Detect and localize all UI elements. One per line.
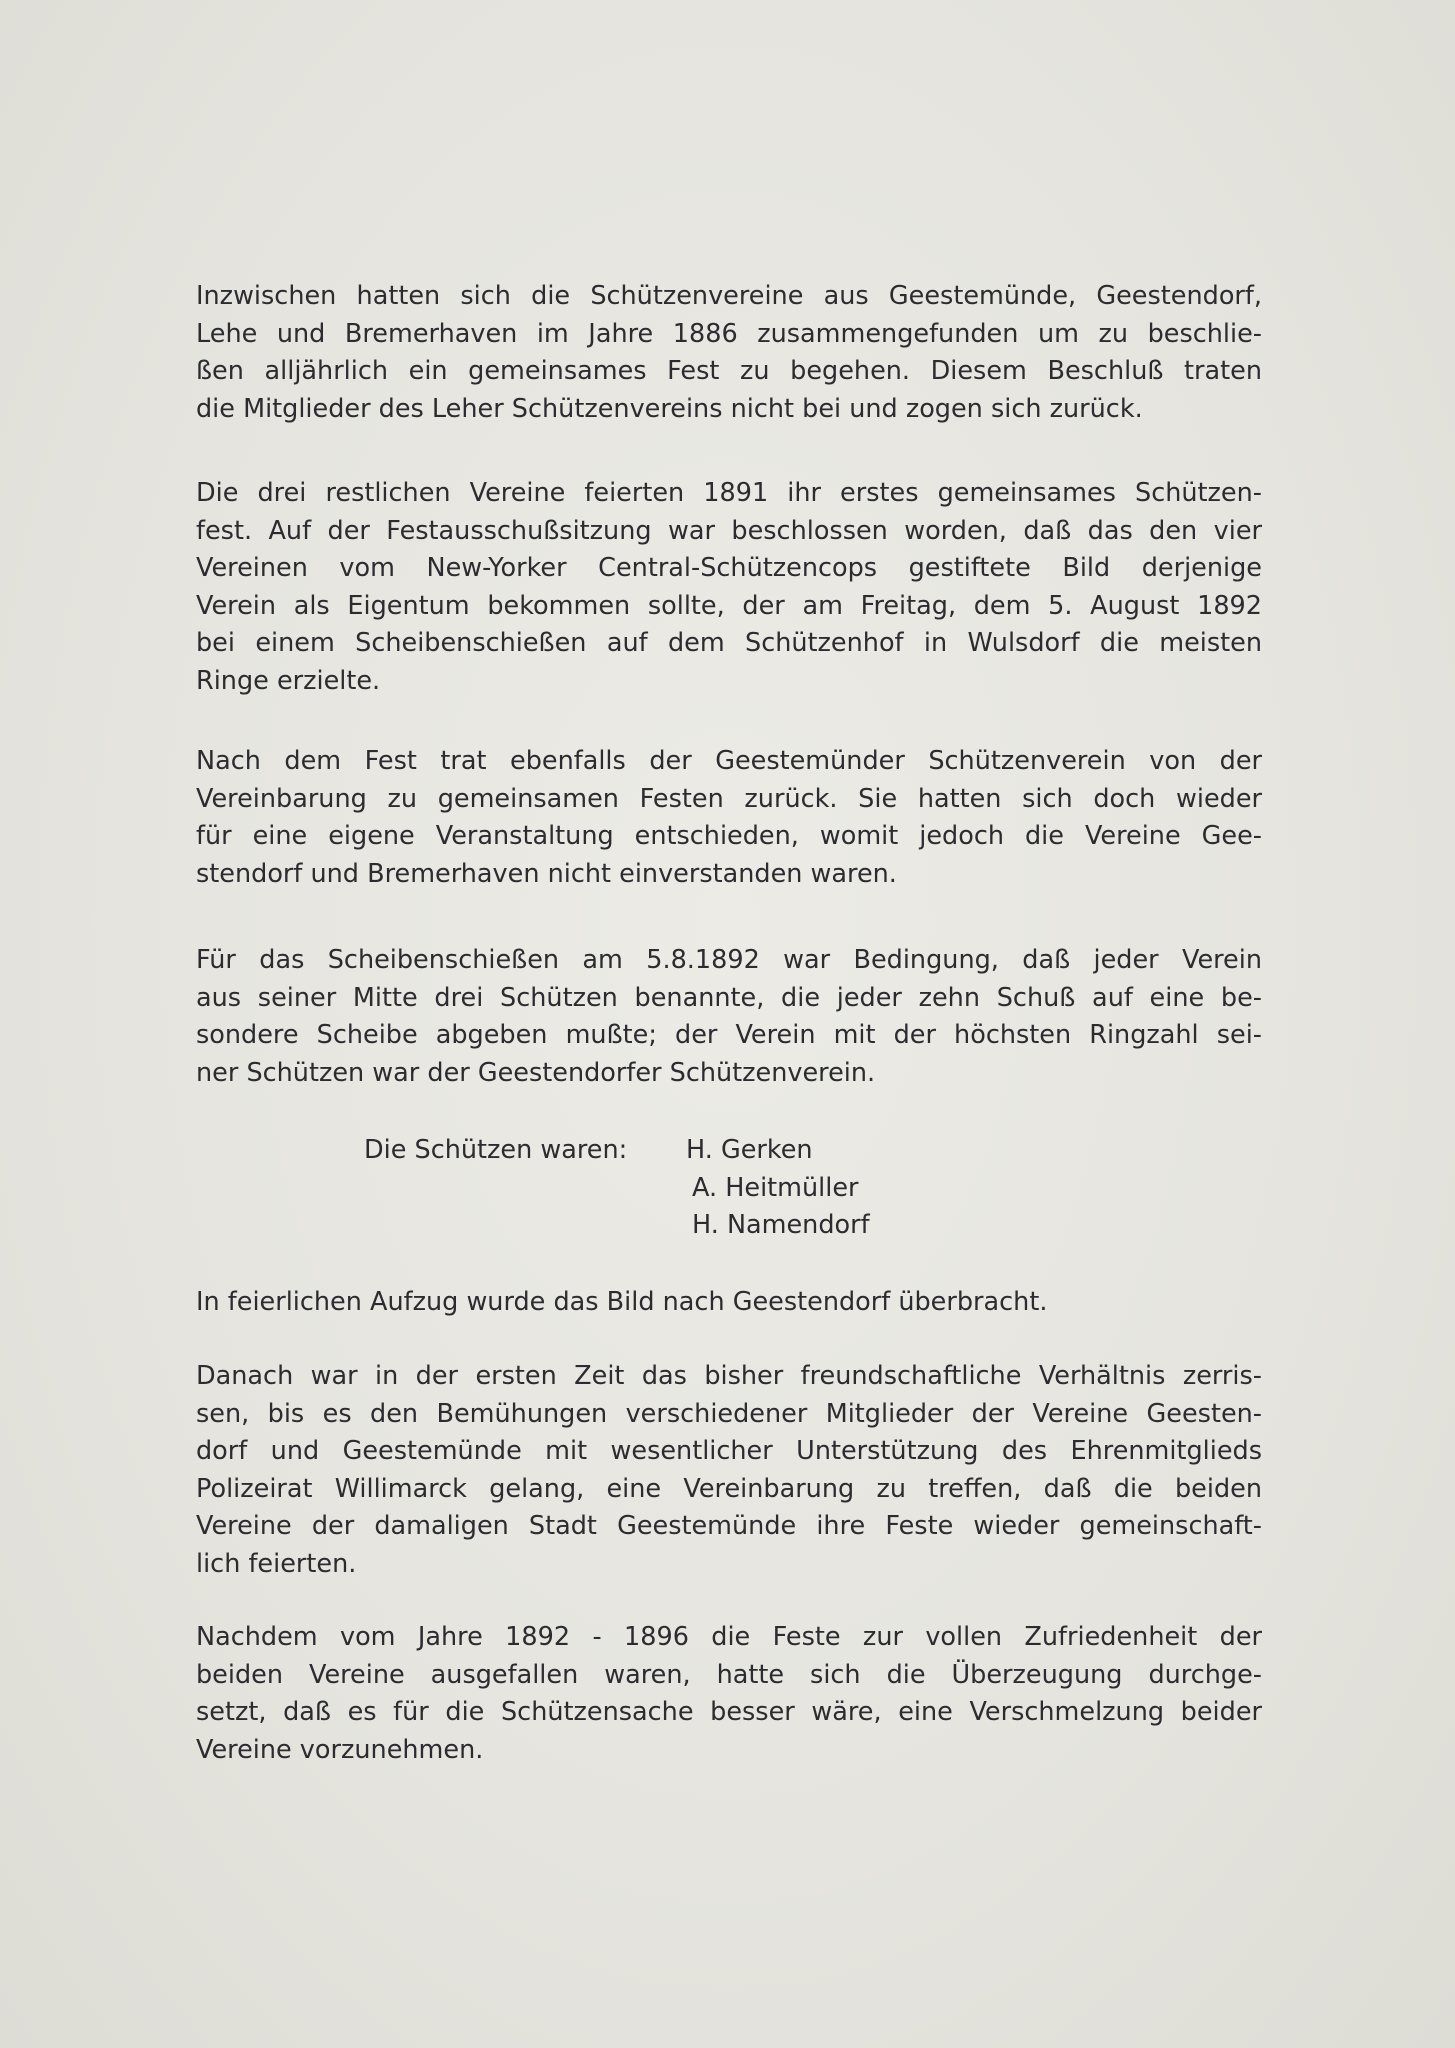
paragraph-fest-1891 — [196, 475, 1262, 700]
text-line: beiden Vereine ausgefallen waren, hatte sich die Überzeugung durchge- — [196, 1659, 1262, 1690]
shooter-name: A. Heitmüller — [692, 1172, 859, 1203]
text-line: Vereinbarung zu gemeinsamen Festen zurück. Sie hatten sich doch wieder — [196, 783, 1262, 814]
text-line: ner Schützen war der Geestendorfer Schützenverein. — [196, 1057, 876, 1088]
text-line: dorf und Geestemünde mit wesentlicher Unterstützung des Ehrenmitglieds — [196, 1436, 1262, 1466]
paragraph-scheibenschiessen — [196, 942, 1262, 1092]
text-line: sondere Scheibe abgeben mußte; der Verein mit der höchsten Ringzahl sei- — [196, 1020, 1262, 1050]
text-line: Vereinen vom New-Yorker Central-Schützencops gestiftete Bild derjenige — [196, 553, 1262, 583]
paragraph-vereinbarung — [196, 1358, 1262, 1583]
text-line: Vereine vorzunehmen. — [196, 1734, 484, 1765]
text-line: lich feierten. — [196, 1548, 357, 1579]
text-line: bei einem Scheibenschießen auf dem Schützenhof in Wulsdorf die meisten — [196, 628, 1262, 658]
text-line: Lehe und Bremerhaven im Jahre 1886 zusammengefunden um zu beschlie- — [196, 318, 1262, 349]
text-line: Inzwischen hatten sich die Schützenvereine aus Geestemünde, Geestendorf, — [196, 281, 1262, 311]
text-line: setzt, daß es für die Schützensache besser wäre, eine Verschmelzung beider — [196, 1697, 1262, 1727]
text-line: Nachdem vom Jahre 1892 - 1896 die Feste zur vollen Zufriedenheit der — [196, 1622, 1262, 1652]
text-line: stendorf und Bremerhaven nicht einverstanden waren. — [196, 858, 897, 889]
shooter-name: H. Namendorf — [692, 1210, 870, 1240]
text-line: Verein als Eigentum bekommen sollte, der am Freitag, dem 5. August 1892 — [196, 590, 1262, 621]
text-line: fest. Auf der Festausschußsitzung war beschlossen worden, daß das den vier — [196, 515, 1262, 546]
text-line: Polizeirat Willimarck gelang, eine Vereinbarung zu treffen, daß die beiden — [196, 1473, 1262, 1504]
shooter-name: H. Gerken — [686, 1135, 813, 1165]
text-line: sen, bis es den Bemühungen verschiedener Mitglieder der Vereine Geesten- — [196, 1398, 1262, 1429]
text-line: Vereine der damaligen Stadt Geestemünde ihre Feste wieder gemeinschaft- — [196, 1511, 1262, 1541]
text-line: aus seiner Mitte drei Schützen benannte, die jeder zehn Schuß auf eine be- — [196, 982, 1262, 1013]
text-line: Nach dem Fest trat ebenfalls der Geestemünder Schützenverein von der — [196, 746, 1262, 776]
paragraph-verschmelzung — [196, 1619, 1262, 1769]
paragraph-geestemuende-rueckzug — [196, 743, 1262, 893]
text-line: Ringe erzielte. — [196, 665, 381, 696]
text-line: für eine eigene Veranstaltung entschieden, womit jedoch die Vereine Gee- — [196, 821, 1262, 851]
text-line: Danach war in der ersten Zeit das bisher freundschaftliche Verhältnis zerris- — [196, 1361, 1262, 1391]
text-line: ßen alljährlich ein gemeinsames Fest zu begehen. Diesem Beschluß traten — [196, 356, 1262, 386]
paragraph-aufzug — [196, 1284, 1262, 1322]
text-line: In feierlichen Aufzug wurde das Bild nach Geestendorf überbracht. — [196, 1287, 1048, 1317]
shooters-label: Die Schützen waren: — [364, 1135, 628, 1165]
text-line: Die drei restlichen Vereine feierten 1891 ihr erstes gemeinsames Schützen- — [196, 478, 1262, 508]
paragraph-schuetzenvereine-1886 — [196, 278, 1262, 428]
text-line: Für das Scheibenschießen am 5.8.1892 war Bedingung, daß jeder Verein — [196, 945, 1262, 975]
shooters-names — [686, 1132, 870, 1245]
text-line: die Mitglieder des Leher Schützenvereins nicht bei und zogen sich zurück. — [196, 393, 1143, 424]
